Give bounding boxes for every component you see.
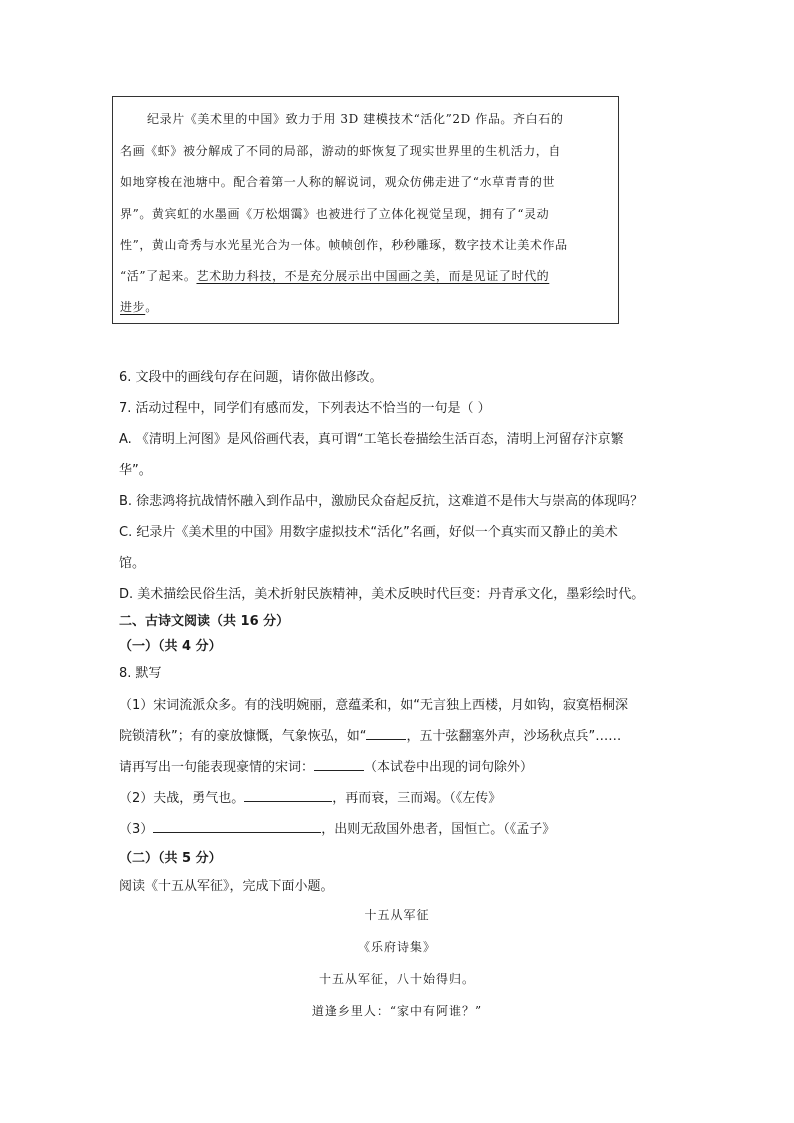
poem-title: 十五从军征 <box>364 908 430 922</box>
reading-intro: 阅读《十五从军征》，完成下面小题。 <box>119 879 334 894</box>
passage-line: 性”，黄山奇秀与水光星光合为一体。帧帧创作，秒秒雕琢，数字技术让美术作品 <box>120 238 568 252</box>
option-c-cont: 馆。 <box>119 556 146 571</box>
section-2-heading: 二、古诗文阅读（共 16 分） <box>119 614 290 629</box>
q8-sub3 <box>119 818 555 837</box>
option-a: A. 《清明上河图》是风俗画代表，真可谓“工笔长卷描绘生活百态，清明上河留存汴京繁 <box>119 432 624 447</box>
q8-text: 请再写出一句能表现豪情的宋词： <box>119 760 315 775</box>
q8-text: 院锁清秋”；有的豪放慷慨，气象恢弘，如“ <box>119 729 367 744</box>
q8-text: ，五十弦翻塞外声，沙场秋点兵”…… <box>406 729 622 744</box>
q8-sub1-line3 <box>119 756 533 775</box>
question-7-stem: 7. 活动过程中，同学们有感而发，下列表达不恰当的一句是（ ） <box>119 401 491 416</box>
option-c: C. 纪录片《美术里的中国》用数字虚拟技术“活化”名画，好似一个真实而又静止的美术 <box>119 525 618 540</box>
passage-line <box>120 298 158 315</box>
question-6: 6. 文段中的画线句存在问题，请你做出修改。 <box>119 370 383 385</box>
answer-blank[interactable] <box>153 820 321 833</box>
q8-text: ，再而衰，三而竭。（《左传》 <box>332 791 502 806</box>
option-d: D. 美术描绘民俗生活，美术折射民族精神，美术反映时代巨变：丹青承文化，墨彩绘时代。 <box>119 587 645 602</box>
q8-text: （本试卷中出现的词句除外） <box>364 760 534 775</box>
q8-text: （3） <box>119 822 154 837</box>
q8-sub2 <box>119 787 501 806</box>
passage-text: “活”了起来。 <box>120 269 197 283</box>
question-8-title: 8. 默写 <box>119 666 162 681</box>
passage-text: 。 <box>145 300 158 314</box>
answer-blank[interactable] <box>366 727 406 740</box>
underlined-sentence: 进步 <box>120 300 146 314</box>
passage-line: 名画《虾》被分解成了不同的局部，游动的虾恢复了现实世界里的生机活力，自 <box>120 144 562 158</box>
q8-text: ，出则无敌国外患者，国恒亡。（《孟子》 <box>321 822 556 837</box>
part-1-heading: （一）（共 4 分） <box>119 639 222 654</box>
passage-line <box>120 267 549 284</box>
q8-text: （2）夫战，勇气也。 <box>119 791 245 806</box>
option-a-cont: 华”。 <box>119 463 152 478</box>
underlined-sentence: 艺术助力科技，不是充分展示出中国画之美，而是见证了时代的 <box>196 269 550 283</box>
answer-blank[interactable] <box>244 789 332 802</box>
part-2-heading: （二）（共 5 分） <box>119 851 222 866</box>
poem-line: 道逢乡里人：“家中有阿谁？” <box>311 1004 483 1018</box>
q8-sub1-line1: （1）宋词流派众多。有的浅明婉丽，意蕴柔和，如“无言独上西楼，月如钩，寂寞梧桐深 <box>119 698 629 713</box>
passage-line: 如地穿梭在池塘中。配合着第一人称的解说词，观众仿佛走进了“水草青青的世 <box>120 175 556 189</box>
passage-line: 纪录片《美术里的中国》致力于用 3D 建模技术“活化”2D 作品。齐白石的 <box>147 112 564 126</box>
q8-sub1-line2 <box>119 725 621 744</box>
passage-line: 界”。黄宾虹的水墨画《万松烟霭》也被进行了立体化视觉呈现，拥有了“灵动 <box>120 207 550 221</box>
poem-source: 《乐府诗集》 <box>357 940 436 954</box>
answer-blank[interactable] <box>314 758 364 771</box>
poem-line: 十五从军征，八十始得归。 <box>318 972 475 986</box>
option-b: B. 徐悲鸿将抗战情怀融入到作品中，激励民众奋起反抗，这难道不是伟大与崇高的体现吗？ <box>119 494 644 509</box>
